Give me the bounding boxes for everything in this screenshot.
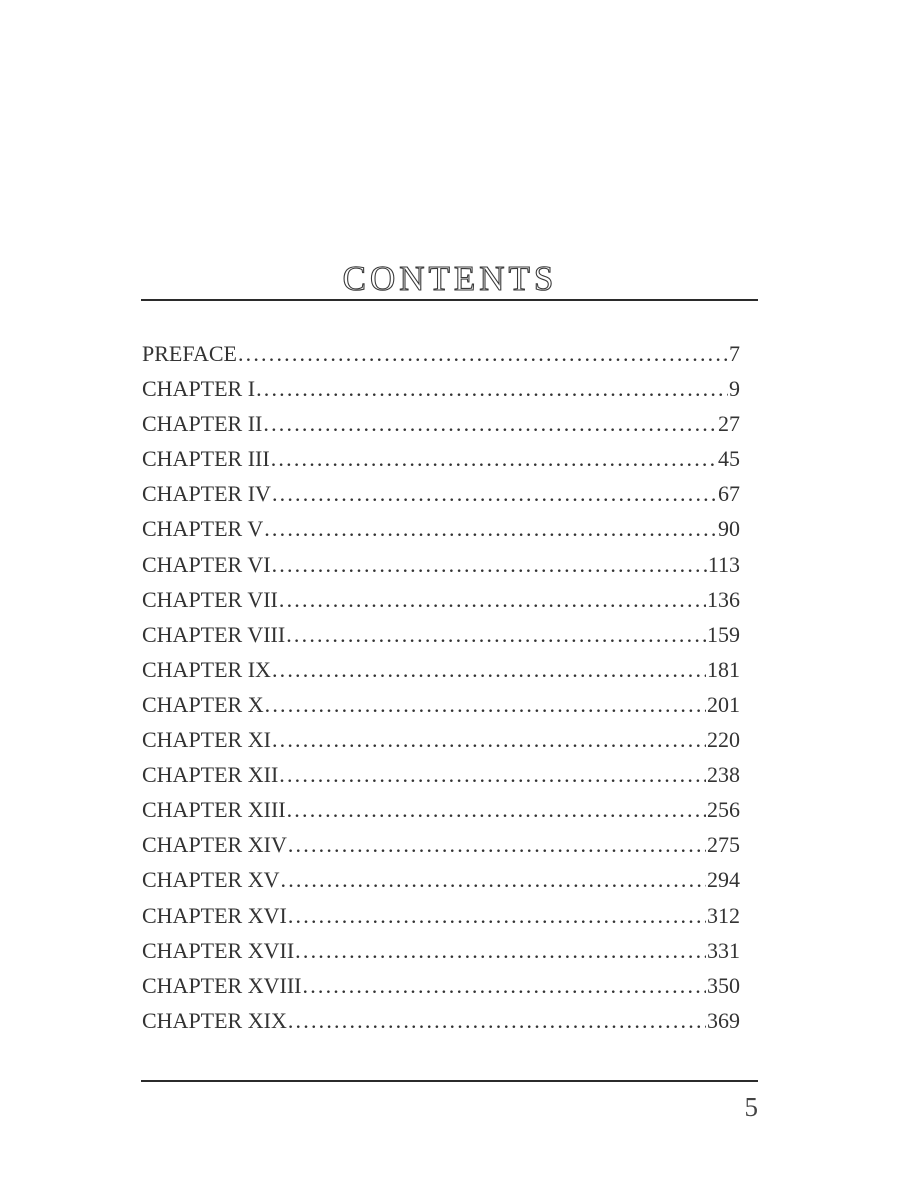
dot-leader (279, 582, 706, 617)
toc-entry-title: CHAPTER X (142, 691, 264, 717)
table-of-contents (142, 336, 740, 1038)
toc-entry-page: 238 (707, 762, 740, 788)
toc-entry-chapter-7[interactable] (142, 582, 740, 617)
toc-entry-title: CHAPTER II (142, 411, 263, 437)
toc-entry-page: 350 (707, 972, 740, 998)
toc-entry-page: 136 (707, 586, 740, 612)
toc-entry-title: PREFACE (142, 341, 237, 366)
toc-entry-chapter-6[interactable] (142, 547, 740, 582)
toc-entry-chapter-19[interactable] (142, 1003, 740, 1038)
folio-page-number: 5 (744, 1092, 758, 1122)
toc-entry-chapter-17[interactable] (142, 933, 740, 968)
toc-entry-page: 45 (718, 446, 740, 472)
toc-entry-chapter-13[interactable] (142, 792, 740, 827)
toc-entry-title: CHAPTER XIX (142, 1007, 287, 1033)
toc-entry-chapter-4[interactable] (142, 476, 740, 511)
toc-entry-chapter-9[interactable] (142, 652, 740, 687)
toc-entry-page: 369 (707, 1007, 740, 1033)
toc-entry-page: 67 (718, 481, 740, 507)
dot-leader (265, 687, 706, 722)
toc-entry-title: CHAPTER XI (142, 727, 271, 753)
toc-entry-chapter-16[interactable] (142, 898, 740, 933)
toc-entry-page: 312 (707, 902, 740, 928)
toc-entry-page: 294 (707, 867, 740, 893)
dot-leader (272, 652, 706, 687)
dot-leader (281, 862, 706, 897)
dot-leader (263, 406, 717, 441)
toc-entry-page: 331 (707, 937, 740, 963)
toc-entry-chapter-10[interactable] (142, 687, 740, 722)
toc-entry-title: CHAPTER XVII (142, 937, 295, 963)
dot-leader (279, 757, 706, 792)
toc-entry-page: 7 (729, 341, 740, 366)
page-title: CONTENTS (342, 259, 558, 299)
toc-entry-title: CHAPTER XVI (142, 902, 287, 928)
dot-leader (288, 1003, 706, 1038)
dot-leader (288, 898, 706, 933)
bottom-divider (141, 1080, 758, 1082)
dot-leader (295, 933, 706, 968)
toc-entry-preface[interactable] (142, 336, 740, 371)
toc-entry-title: CHAPTER VII (142, 586, 278, 612)
toc-entry-page: 9 (729, 376, 740, 402)
toc-entry-title: CHAPTER VI (142, 551, 271, 577)
dot-leader (271, 441, 717, 476)
dot-leader (286, 617, 706, 652)
dot-leader (287, 792, 706, 827)
toc-entry-chapter-18[interactable] (142, 968, 740, 1003)
dot-leader (264, 511, 717, 546)
toc-entry-page: 201 (707, 691, 740, 717)
toc-entry-chapter-14[interactable] (142, 827, 740, 862)
dot-leader (272, 547, 707, 582)
toc-entry-title: CHAPTER VIII (142, 621, 286, 647)
toc-entry-chapter-12[interactable] (142, 757, 740, 792)
toc-entry-chapter-1[interactable] (142, 371, 740, 406)
toc-entry-chapter-3[interactable] (142, 441, 740, 476)
toc-entry-title: CHAPTER I (142, 376, 256, 402)
dot-leader (238, 336, 728, 371)
top-divider (141, 299, 758, 301)
toc-entry-page: 159 (707, 621, 740, 647)
dot-leader (303, 968, 707, 1003)
toc-entry-title: CHAPTER XIV (142, 832, 287, 858)
toc-entry-title: CHAPTER III (142, 446, 270, 472)
toc-entry-page: 90 (718, 516, 740, 542)
toc-entry-page: 181 (707, 656, 740, 682)
toc-entry-title: CHAPTER V (142, 516, 264, 542)
toc-entry-title: CHAPTER XII (142, 762, 279, 788)
dot-leader (288, 827, 706, 862)
toc-entry-title: CHAPTER XVIII (142, 972, 302, 998)
toc-entry-page: 220 (707, 727, 740, 753)
toc-entry-page: 256 (707, 797, 740, 823)
toc-entry-title: CHAPTER XIII (142, 797, 286, 823)
dot-leader (256, 371, 728, 406)
toc-entry-chapter-11[interactable] (142, 722, 740, 757)
dot-leader (272, 722, 706, 757)
toc-entry-title: CHAPTER IV (142, 481, 271, 507)
toc-entry-chapter-8[interactable] (142, 617, 740, 652)
toc-entry-title: CHAPTER XV (142, 867, 280, 893)
toc-entry-chapter-15[interactable] (142, 862, 740, 897)
toc-entry-chapter-5[interactable] (142, 511, 740, 546)
toc-entry-page: 113 (707, 551, 740, 577)
toc-entry-page: 275 (707, 832, 740, 858)
toc-entry-chapter-2[interactable] (142, 406, 740, 441)
dot-leader (272, 476, 717, 511)
toc-entry-page: 27 (718, 411, 740, 437)
toc-entry-title: CHAPTER IX (142, 656, 271, 682)
